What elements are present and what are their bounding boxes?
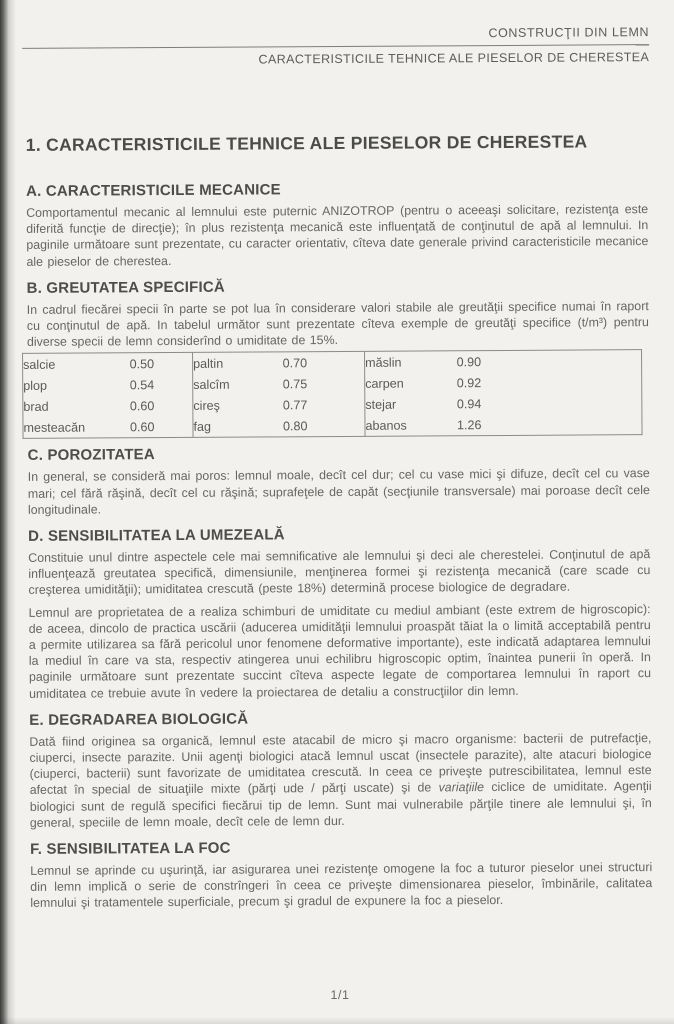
table-cell-value: 0.77 [282, 398, 308, 413]
section-c-paragraph: In general, se consideră mai poros: lemnul moale, decît cel dur; cel cu vase mici şi difuze, decît cel cu vase mari; cel fără răşină, decît cel cu răşină; suprafeţele de capăt (secţiunile transversale) mai poroase decît cele longitudinale. [27, 466, 650, 517]
table-cell-species: stejar [365, 394, 457, 416]
section-heading-f: F. SENSIBILITATEA LA FOC [30, 839, 231, 858]
section-e-text-start: Dată fiind originea sa organică, lemnul este atacabil de micro şi macro organisme: bacterii de putrefacţie, ciuperci, insecte parazite. Unii agenţi biologici atacă lemnul uscat (insectele parazite), alte atacuri biologice (ciuperci, bacterii) sunt favorizate de umiditatea crescută. In ceea ce priveşte putrescibilitatea, lemnul este afectat în special de situaţiile mixte (părţi ude / părţi uscate) şi de [29, 730, 652, 798]
table-cell-value: 0.90 [456, 355, 482, 370]
section-heading-e: E. DEGRADAREA BIOLOGICĂ [29, 710, 249, 729]
table-cell-value: 1.26 [456, 418, 482, 433]
table-cell-species: cireş [193, 395, 283, 417]
table-cell-species: abanos [365, 415, 457, 437]
page-number: 1/1 [330, 987, 350, 1003]
table-cell-species: brad [23, 399, 49, 414]
section-d-paragraph-1: Constituie unul dintre aspectele cele mai semnificative ale lemnului şi deci ale cherestelei. Conţinutul de apă influenţează greutatea specifică, dimensiunile, menţinerea formei şi rezistenţa mecanică (care scade cu creşterea umidităţii); umiditatea crescută (peste 18%) determină procese biologice de degradare. [28, 547, 651, 598]
table-cell-value: 0.94 [456, 397, 482, 412]
section-heading-a: A. CARACTERISTICILE MECANICE [25, 181, 281, 200]
section-heading-d: D. SENSIBILITATEA LA UMEZEALĂ [28, 526, 285, 545]
table-cell-species: salcîm [193, 374, 283, 396]
table-cell-species: paltin [193, 352, 283, 374]
table-cell-species: mesteacăn [23, 420, 86, 435]
running-header-chapter-title: CARACTERISTICILE TEHNICE ALE PIESELOR DE CHERESTEA [258, 50, 650, 67]
table-cell-value: 0.54 [129, 378, 155, 393]
section-e-italic-word: variaţiile [438, 780, 485, 795]
section-e-text-end: ciclice de umiditate. Agenţii biologici sunt de regulă specifici fiecărui tip de lemn. Sunt mai vulnerabile părţile tinere ale lemnului şi, în general, speciile de lemn moale, decît cele de lemn dur. [29, 779, 652, 830]
table-cell-value: 0.60 [129, 399, 155, 414]
table-cell-value: 0.70 [282, 356, 308, 371]
table-cell-species: măslin [365, 351, 457, 373]
table-cell-species: salcie [23, 357, 56, 372]
page-body [23, 130, 653, 920]
table-cell-species: plop [23, 378, 48, 393]
table-cell-value: 0.75 [282, 377, 308, 392]
table-cell-value: 0.92 [456, 376, 482, 391]
section-f-paragraph: Lemnul se aprinde cu uşurinţă, iar asigurarea unei rezistenţe omogene la foc a tuturor pieselor unei structuri din lemn implică o serie de constrîngeri în ceea ce priveşte dimensionarea pieselor, îmbinările, calitatea lemnului şi tratamentele superficiale, precum şi gradul de expunere la foc a pieselor. [30, 860, 653, 911]
running-header [22, 25, 649, 68]
table-cell-value: 0.60 [129, 420, 155, 435]
section-e-paragraph [29, 730, 652, 831]
table-cell-value: 0.50 [129, 357, 155, 372]
running-header-book-title: CONSTRUCŢII DIN LEMN [22, 25, 649, 49]
table-row [23, 414, 642, 439]
section-b-paragraph: In cadrul fiecărei specii în parte se pot lua în considerare valori stabile ale greutăţii specifice numai în raport cu conţinutul de apă. In tabelul următor sunt prezentate cîteva exemple de greutăţi specifice (t/m³) pentru diverse specii de lemn considerînd o umiditate de 15%. [26, 298, 649, 350]
table-cell-value: 0.80 [282, 419, 308, 434]
specific-gravity-table [22, 350, 643, 440]
table-cell-species: fag [193, 416, 283, 438]
section-a-paragraph: Comportamentul mecanic al lemnului este puternic ANIZOTROP (pentru o aceeaşi solicitare, rezistenţa este diferită funcţie de direcţie); în plus rezistenţa mecanică este influenţată de conţinutul de apă al lemnului. In paginile următoare sunt prezentate, cu caracter orientativ, cîteva date generale privind caracteristicile mecanice ale pieselor de cherestea. [26, 202, 649, 269]
section-heading-b: B. GREUTATEA SPECIFICĂ [26, 278, 225, 297]
page-title: 1. CARACTERISTICILE TEHNICE ALE PIESELOR DE CHERESTEA [25, 131, 588, 155]
table-cell-species: carpen [365, 373, 457, 395]
section-heading-c: C. POROZITATEA [27, 446, 155, 465]
section-d-paragraph-2: Lemnul are proprietatea de a realiza schimburi de umiditate cu mediul ambiant (este extrem de higroscopic): de aceea, dincolo de practica uscării (aducerea umidităţii lemnului proaspăt tăiat la o limită acceptabilă pentru a permite utilizarea sa fără pericolul unor fenomene deformative importante), este indicată adaptarea lemnului la mediul în care va sta, respectiv atingerea unui echilibru higroscopic optim, înaintea punerii în operă. In paginile următoare sunt prezentate succint cîteva aspecte legate de comportarea lemnului în raport cu umiditatea ce trebuie avute în vedere la proiectarea de detaliu a construcţiilor din lemn. [28, 601, 652, 701]
